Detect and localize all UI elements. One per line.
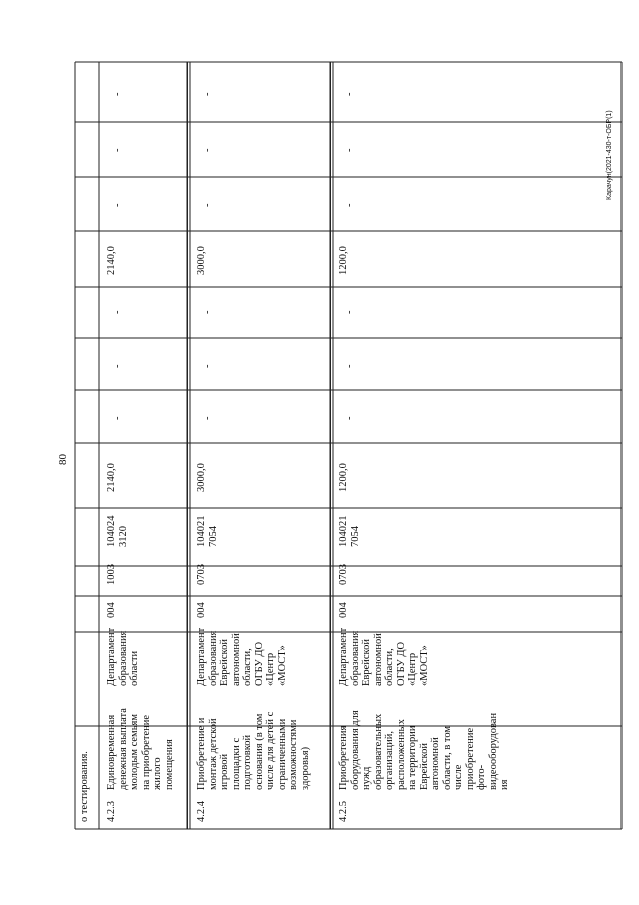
- row-dash: -: [344, 364, 355, 368]
- row-dash: -: [112, 92, 123, 96]
- row-total: 3000,0: [196, 463, 207, 492]
- side-note: Карачун(2021-430-т-ОБР(1): [606, 110, 613, 200]
- row-dash: -: [202, 203, 213, 207]
- row-dash: -: [202, 416, 213, 420]
- row-dash: -: [112, 416, 123, 420]
- row-csr: 104021 7054: [196, 515, 219, 547]
- row-code: 4.2.3: [106, 801, 117, 822]
- row-grbs: 004: [106, 602, 117, 618]
- row-dash: -: [344, 92, 355, 96]
- row-rz: 0703: [196, 564, 207, 585]
- row-dash: -: [202, 92, 213, 96]
- row-grbs: 004: [196, 602, 207, 618]
- row-year-value: 1200,0: [338, 246, 349, 275]
- row-year-value: 2140,0: [106, 246, 117, 275]
- row-dash: -: [112, 364, 123, 368]
- row-dash: -: [202, 148, 213, 152]
- row-csr: 104024 3120: [106, 515, 129, 547]
- row-grbs: 004: [338, 602, 349, 618]
- row-dash: -: [344, 416, 355, 420]
- row-dash: -: [344, 148, 355, 152]
- row-rz: 0703: [338, 564, 349, 585]
- row-rz: 1003: [106, 564, 117, 585]
- row-code: 4.2.4: [196, 801, 207, 822]
- row-dash: -: [112, 310, 123, 314]
- row-executor: Департамент образования Еврейской автономной области, ОГБУ ДО «Центр «МОСТ»: [338, 627, 430, 686]
- row-name: Приобретение и монтаж детской игровой площадки с подготовкой основания (в том числе для детей с ограниченными возможностями здоровья): [196, 711, 311, 790]
- row-dash: -: [202, 364, 213, 368]
- row-dash: -: [202, 310, 213, 314]
- row-total: 1200,0: [338, 463, 349, 492]
- row-executor: Департамент образования области: [106, 627, 140, 686]
- row-year-value: 3000,0: [196, 246, 207, 275]
- row-dash: -: [344, 310, 355, 314]
- row-csr: 104021 7054: [338, 515, 361, 547]
- row-code: 4.2.5: [338, 801, 349, 822]
- row-name: Приобретения оборудования для нужд образовательных организаций, расположенных на территории Еврейской автономной области, в том числе приобретение фото- видеооборудован ия: [338, 710, 510, 790]
- row-dash: -: [112, 148, 123, 152]
- row-dash: -: [112, 203, 123, 207]
- continued-text: о тестирования.: [79, 751, 90, 822]
- row-dash: -: [344, 203, 355, 207]
- row-executor: Департамент образования Еврейской автономной области, ОГБУ ДО «Центр «МОСТ»: [196, 627, 288, 686]
- row-total: 2140,0: [106, 463, 117, 492]
- page-number: 80: [57, 454, 69, 465]
- row-name: Единовременная денежная выплата молодым семьям на приобретение жилого помещения: [106, 708, 175, 790]
